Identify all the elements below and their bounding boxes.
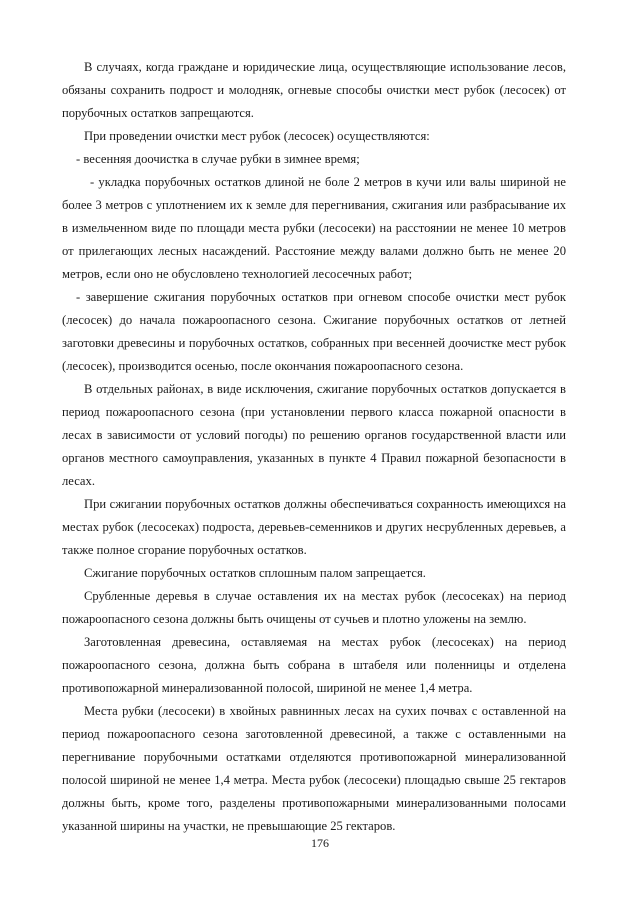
- paragraph-1: В случаях, когда граждане и юридические лица, осуществляющие использование лесов, обязаны сохранить подрост и молодняк, огневые способы очистки мест рубок (лесосек) от порубочных остатков запрещаются.: [62, 60, 566, 120]
- paragraph-2: При проведении очистки мест рубок (лесосек) осуществляются:: [84, 129, 430, 143]
- document-body: [62, 56, 566, 838]
- paragraph-exception-regions: В отдельных районах, в виде исключения, сжигание порубочных остатков допускается в период пожароопасного сезона (при установлении первого класса пожарной опасности в лесах в зависимости от условий погоды) по решению органов государственной власти или органов местного самоуправления, указанных в пункте 4 Правил пожарной безопасности в лесах.: [62, 382, 566, 488]
- paragraph-felled-trees: Срубленные деревья в случае оставления их на местах рубок (лесосеках) на период пожароопасного сезона должны быть очищены от сучьев и плотно уложены на землю.: [62, 589, 566, 626]
- list-item-burning-completion: - завершение сжигания порубочных остатков при огневом способе очистки мест рубок (лесосек) до начала пожароопасного сезона. Сжигание порубочных остатков от летней заготовки древесины и порубочных остатков, собранных при весенней доочистке мест рубок (лесосек), производится осенью, после окончания пожароопасного сезона.: [62, 290, 566, 373]
- paragraph-coniferous-forests: Места рубки (лесосеки) в хвойных равнинных лесах на сухих почвах с оставленной на период пожароопасного сезона заготовленной древесиной, а также с оставленными на перегнивание порубочными остатками отделяются противопожарной минерализованной полосой шириной не менее 1,4 метра. Места рубок (лесосеки) площадью свыше 25 гектаров должны быть, кроме того, разделены противопожарными минерализованными полосами указанной ширины на участки, не превышающие 25 гектаров.: [62, 704, 566, 833]
- list-item-spring-cleanup: - весенняя доочистка в случае рубки в зимнее время;: [76, 152, 360, 166]
- page-number: 176: [311, 836, 329, 850]
- list-item-stacking-residues: - укладка порубочных остатков длиной не боле 2 метров в кучи или валы шириной не более 3 метров с уплотнением их к земле для перегнивания, сжигания или разбрасывание их в измельченном виде по площади места рубки (лесосеки) на расстоянии не менее 10 метров от прилегающих лесных насаждений. Расстояние между валами должно быть не менее 20 метров, если оно не обусловлено технологией лесосечных работ;: [62, 175, 566, 281]
- paragraph-continuous-fire-ban: Сжигание порубочных остатков сплошным палом запрещается.: [84, 566, 426, 580]
- paragraph-harvested-wood: Заготовленная древесина, оставляемая на местах рубок (лесосеках) на период пожароопасного сезона, должна быть собрана в штабеля или поленницы и отделена противопожарной минерализованной полосой, шириной не менее 1,4 метра.: [62, 635, 566, 695]
- paragraph-burning-safety: При сжигании порубочных остатков должны обеспечиваться сохранность имеющихся на местах рубок (лесосеках) подроста, деревьев-семенников и других несрубленных деревьев, а также полное сгорание порубочных остатков.: [62, 497, 566, 557]
